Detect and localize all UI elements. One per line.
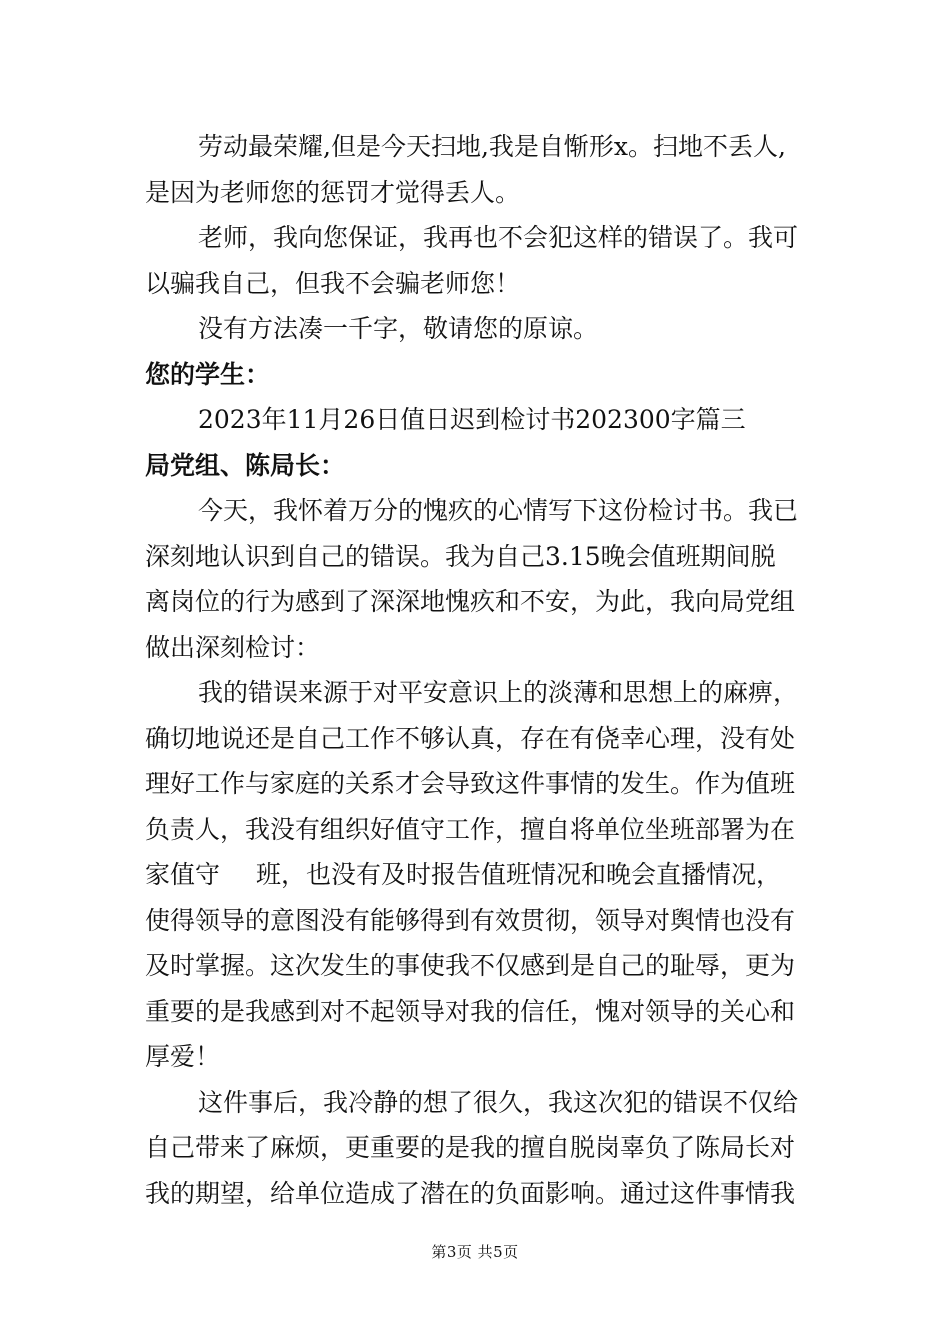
paragraph-line: 今天，我怀着万分的愧疚的心情写下这份检讨书。我已: [198, 496, 799, 525]
paragraph-line: 老师，我向您保证，我再也不会犯这样的错误了。我可: [198, 223, 799, 252]
paragraph-line: [145, 852, 810, 898]
document-body: [145, 124, 810, 1216]
paragraph-line: 我的错误来源于对平安意识上的淡薄和思想上的麻痹，: [198, 678, 799, 707]
paragraph-line: 以骗我自己，但我不会骗老师您！: [145, 268, 521, 298]
paragraph-line: 使得领导的意图没有能够得到有效贯彻，领导对舆情也没有: [145, 905, 796, 935]
paragraph-line: 理好工作与家庭的关系才会导致这件事情的发生。作为值班: [145, 769, 796, 798]
paragraph-line: 劳动最荣耀,但是今天扫地,我是自惭形x。扫地不丢人,: [198, 132, 786, 161]
line-head-text: 家值守: [145, 860, 221, 889]
paragraph-line: 负责人，我没有组织好值守工作，擅自将单位坐班部署为在: [145, 814, 796, 844]
salutation-heading: 局党组、陈局长：: [145, 450, 346, 480]
line-tail-text: 班，也没有及时报告值班情况和晚会直播情况，: [256, 860, 782, 889]
paragraph-line: 自己带来了麻烦，更重要的是我的擅自脱岗辜负了陈局长对: [145, 1133, 796, 1162]
paragraph-line: 没有方法凑一千字，敬请您的原谅。: [198, 314, 599, 343]
section-title-line: 2023年11月26日值日迟到检讨书202300字篇三: [198, 405, 746, 434]
signature-heading: 您的学生：: [145, 359, 271, 389]
paragraph-line: 做出深刻检讨：: [145, 632, 321, 662]
paragraph-line: 这件事后，我冷静的想了很久，我这次犯的错误不仅给: [198, 1087, 799, 1117]
paragraph-line: 是因为老师您的惩罚才觉得丢人。: [145, 177, 521, 207]
paragraph-line: 确切地说还是自己工作不够认真，存在有侥幸心理，没有处: [145, 723, 796, 753]
paragraph-line: 重要的是我感到对不起领导对我的信任，愧对领导的关心和: [145, 996, 796, 1026]
paragraph-line: 及时掌握。这次发生的事使我不仅感到是自己的耻辱，更为: [145, 951, 796, 980]
paragraph-line: 深刻地认识到自己的错误。我为自己3.15晚会值班期间脱: [145, 541, 776, 571]
paragraph-line: 离岗位的行为感到了深深地愧疚和不安，为此，我向局党组: [145, 587, 796, 616]
paragraph-line: 我的期望，给单位造成了潜在的负面影响。通过这件事情我: [145, 1178, 796, 1208]
page-number-footer: 第3页 共5页: [431, 1243, 519, 1261]
paragraph-line: 厚爱！: [145, 1042, 221, 1071]
